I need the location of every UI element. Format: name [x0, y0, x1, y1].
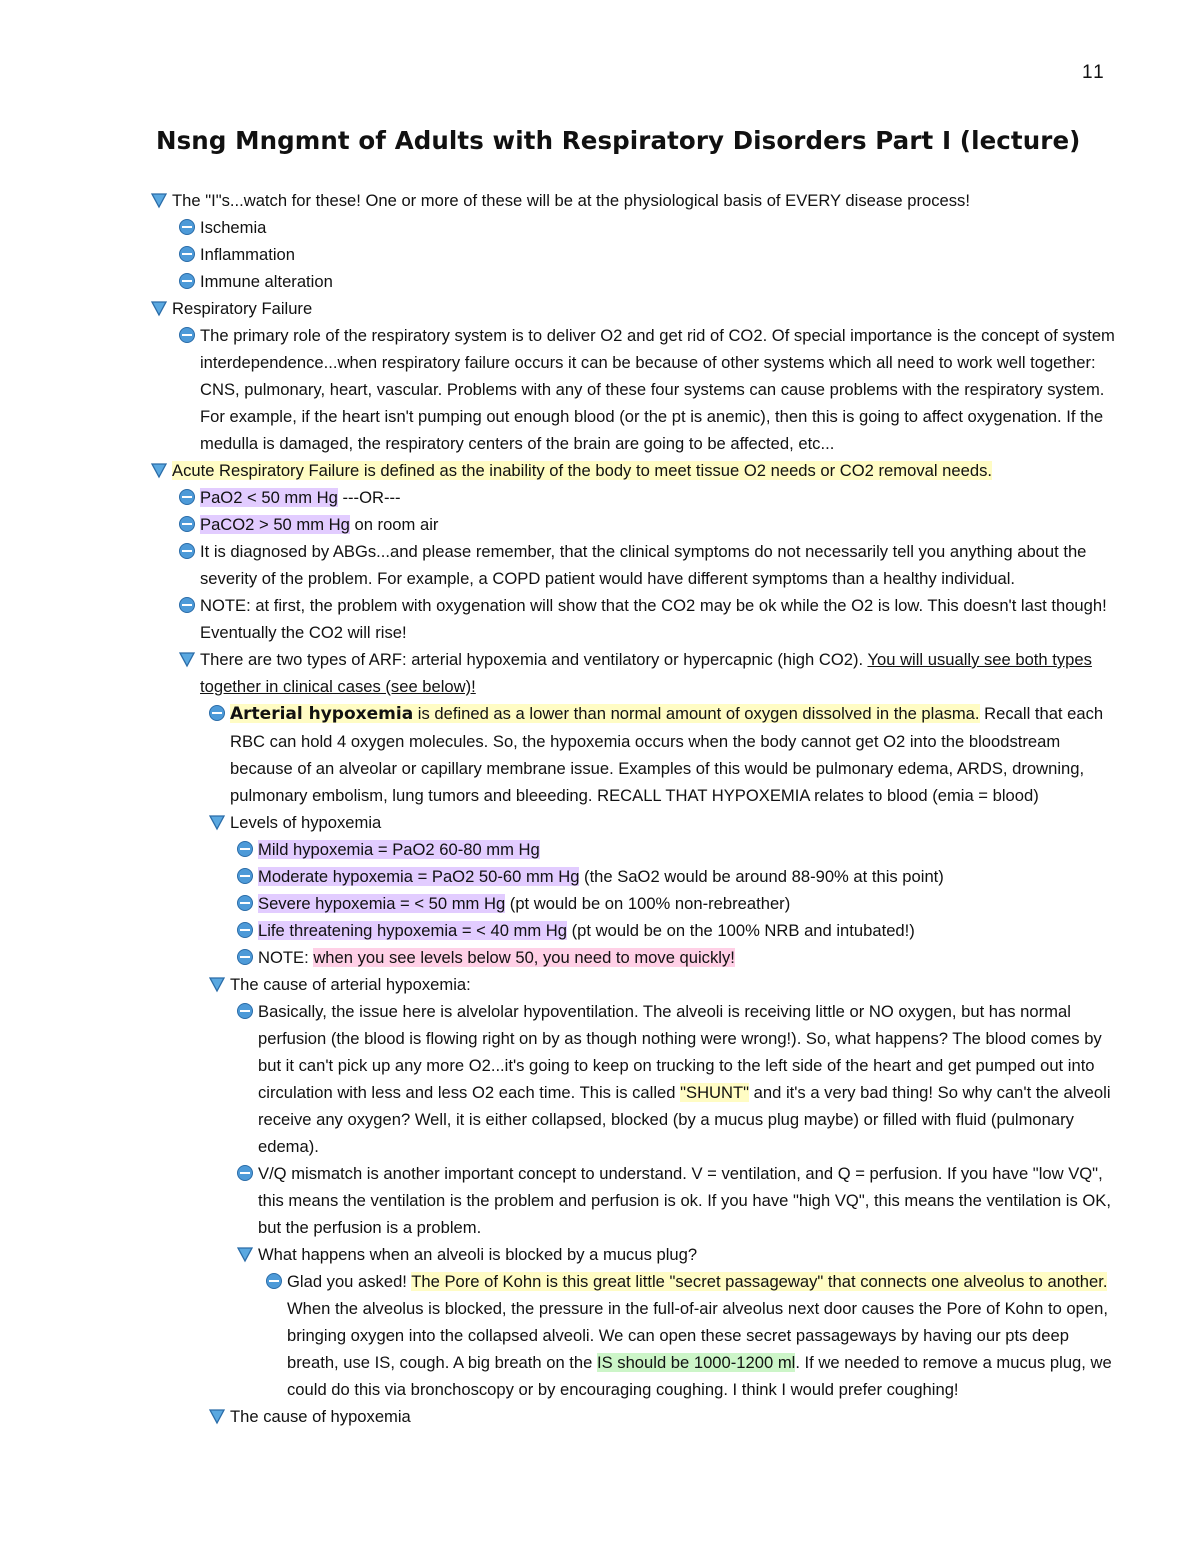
- outline-item-pao2[interactable]: [0, 484, 1200, 511]
- highlight-yellow: Acute Respiratory Failure is defined as the inability of the body to meet tissue O2 needs or CO2 removal needs.: [172, 461, 992, 480]
- circle-minus-icon[interactable]: [178, 596, 196, 614]
- circle-minus-icon[interactable]: [178, 488, 196, 506]
- highlight-purple: Life threatening hypoxemia = < 40 mm Hg: [258, 921, 568, 940]
- outline-item-mucus-plug[interactable]: [0, 1241, 1200, 1268]
- outline-text: Recall that each RBC can hold 4 oxygen molecules. So, the hypoxemia occurs when the body cannot get O2 into the bloodstream because of an alveolar or capillary membrane issue. Examples of this would be pulmonary edema, ARDS, drowning, pulmonary embolism, lung tumors and bleeeding. RECALL THAT HYPOXEMIA relates to blood (emia = blood): [230, 704, 1104, 805]
- outline-text: Levels of hypoxemia: [230, 813, 382, 832]
- circle-minus-icon[interactable]: [178, 245, 196, 263]
- circle-minus-icon[interactable]: [236, 921, 254, 939]
- highlight-purple: Mild hypoxemia = PaO2 60-80 mm Hg: [258, 840, 540, 859]
- outline-item-arf-types[interactable]: [200, 646, 1120, 700]
- circle-minus-icon[interactable]: [178, 218, 196, 236]
- outline-text: . If we needed to remove a mucus plug, we could do this via bronchoscopy or by encouraging coughing. I think I would prefer coughing!: [287, 1353, 1112, 1399]
- underlined-text: You will usually see both types together in clinical cases (see below)!: [200, 650, 1092, 696]
- outline-item-mild[interactable]: [0, 836, 1200, 863]
- highlight-purple: Severe hypoxemia = < 50 mm Hg: [258, 894, 506, 913]
- outline-text: It is diagnosed by ABGs...and please remember, that the clinical symptoms do not necessarily tell you anything about the severity of the problem. For example, a COPD patient would have different symptoms than a healthy individual.: [200, 542, 1087, 588]
- outline-item-diagnosed[interactable]: [200, 538, 1120, 592]
- outline-text: Immune alteration: [200, 272, 333, 291]
- highlight-yellow: The Pore of Kohn is this great little "secret passageway" that connects one alveolus to another.: [411, 1272, 1108, 1291]
- highlight-purple: Moderate hypoxemia = PaO2 50-60 mm Hg: [258, 867, 580, 886]
- outline-item-respiratory-failure[interactable]: [0, 295, 1200, 322]
- outline-item-primary-role[interactable]: [200, 322, 1120, 457]
- circle-minus-icon[interactable]: [178, 272, 196, 290]
- outline-item-arf[interactable]: [0, 457, 1200, 484]
- triangle-down-icon[interactable]: [208, 1407, 226, 1425]
- triangle-down-icon[interactable]: [208, 975, 226, 993]
- outline-item-pore-of-kohn[interactable]: [287, 1268, 1120, 1403]
- circle-minus-icon[interactable]: [265, 1272, 283, 1290]
- outline-text: What happens when an alveoli is blocked by a mucus plug?: [258, 1245, 698, 1264]
- triangle-down-icon[interactable]: [208, 813, 226, 831]
- outline-item-paco2[interactable]: [0, 511, 1200, 538]
- outline-text: (pt would be on 100% non-rebreather): [505, 894, 791, 913]
- outline-item-cause-arterial[interactable]: [0, 971, 1200, 998]
- outline-item-cause-hypoxemia[interactable]: [0, 1403, 1200, 1430]
- outline-item-ischemia[interactable]: [0, 214, 1200, 241]
- circle-minus-icon[interactable]: [236, 894, 254, 912]
- outline-text: Respiratory Failure: [172, 299, 313, 318]
- outline-item-moderate[interactable]: [0, 863, 1200, 890]
- outline-item-levels[interactable]: [0, 809, 1200, 836]
- outline-text: NOTE: at first, the problem with oxygenation will show that the CO2 may be ok while the O2 is low. This doesn't last though! Eventually the CO2 will rise!: [200, 596, 1107, 642]
- outline-item-basically[interactable]: [258, 998, 1120, 1160]
- outline-item-i-s[interactable]: [0, 187, 1200, 214]
- outline-text: Ischemia: [200, 218, 267, 237]
- outline-text: and it's a very bad thing! So why can't the alveoli receive any oxygen? Well, it is either collapsed, blocked (by a mucus plug maybe) or filled with fluid (pulmonary edema).: [258, 1083, 1111, 1156]
- outline-item-arterial-hypoxemia[interactable]: [230, 700, 1120, 809]
- circle-minus-icon[interactable]: [236, 1002, 254, 1020]
- highlight-yellow: "SHUNT": [680, 1083, 750, 1102]
- circle-minus-icon[interactable]: [236, 1164, 254, 1182]
- page-title: Nsng Mngmnt of Adults with Respiratory Disorders Part I (lecture): [156, 126, 1081, 155]
- highlight-yellow: is defined as a lower than normal amount of oxygen dissolved in the plasma.: [413, 704, 980, 723]
- outline-item-vq[interactable]: [258, 1160, 1120, 1241]
- bold-term: Arterial hypoxemia: [230, 704, 414, 724]
- outline-text: There are two types of ARF: arterial hypoxemia and ventilatory or hypercapnic (high CO2).: [200, 650, 868, 669]
- outline: [0, 187, 1200, 1430]
- outline-text: ---OR---: [337, 488, 401, 507]
- outline-text: When the alveolus is blocked, the pressure in the full-of-air alveolus next door causes the Pore of Kohn to open, bringing oxygen into the collapsed alveoli. We can open these secret passageways by having our pts deep breath, use IS, cough. A big breath on the: [287, 1299, 1108, 1372]
- outline-text: V/Q mismatch is another important concept to understand. V = ventilation, and Q = perfusion. If you have "low VQ", this means the ventilation is the problem and perfusion is ok. If you have "high VQ", this means the ventilation is OK, but the perfusion is a problem.: [258, 1164, 1111, 1237]
- highlight-purple: PaO2 < 50 mm Hg: [200, 488, 338, 507]
- outline-text: The "I"s...watch for these! One or more of these will be at the physiological basis of EVERY disease process!: [172, 191, 970, 210]
- circle-minus-icon[interactable]: [236, 948, 254, 966]
- outline-text: Inflammation: [200, 245, 295, 264]
- outline-item-levels-note[interactable]: [0, 944, 1200, 971]
- outline-text: Glad you asked!: [287, 1272, 412, 1291]
- outline-text: The cause of hypoxemia: [230, 1407, 411, 1426]
- triangle-down-icon[interactable]: [178, 650, 196, 668]
- triangle-down-icon[interactable]: [150, 191, 168, 209]
- outline-item-inflammation[interactable]: [0, 241, 1200, 268]
- outline-item-note-oxygenation[interactable]: [200, 592, 1120, 646]
- outline-text: The primary role of the respiratory system is to deliver O2 and get rid of CO2. Of special importance is the concept of system interdependence...when respiratory failure occurs it can be because of other systems which all need to work well together: CNS, pulmonary, heart, vascular. Problems with any of these four systems can cause problems with the respiratory system. For example, if the heart isn't pumping out enough blood (or the pt is anemic), then this is going to affect oxygenation. If the medulla is damaged, the respiratory centers of the brain are going to be affected, etc...: [200, 326, 1115, 453]
- outline-text: NOTE:: [258, 948, 314, 967]
- outline-text: The cause of arterial hypoxemia:: [230, 975, 471, 994]
- circle-minus-icon[interactable]: [208, 704, 226, 722]
- circle-minus-icon[interactable]: [236, 840, 254, 858]
- highlight-pink: when you see levels below 50, you need to move quickly!: [313, 948, 735, 967]
- outline-text: Basically, the issue here is alvelolar hypoventilation. The alveoli is receiving little or NO oxygen, but has normal perfusion (the blood is flowing right on by as though nothing were wrong!). So, what happens? The blood comes by but it can't pick up any more O2...it's going to keep on trucking to the left side of the heart and get pumped out into circulation with less and less O2 each time. This is called: [258, 1002, 1102, 1102]
- circle-minus-icon[interactable]: [178, 515, 196, 533]
- outline-text: on room air: [349, 515, 439, 534]
- outline-text: (pt would be on the 100% NRB and intubated!): [567, 921, 915, 940]
- circle-minus-icon[interactable]: [178, 542, 196, 560]
- highlight-green: IS should be 1000-1200 ml: [596, 1353, 796, 1372]
- outline-item-life-threatening[interactable]: [0, 917, 1200, 944]
- circle-minus-icon[interactable]: [178, 326, 196, 344]
- circle-minus-icon[interactable]: [236, 867, 254, 885]
- triangle-down-icon[interactable]: [236, 1245, 254, 1263]
- highlight-purple: PaCO2 > 50 mm Hg: [200, 515, 350, 534]
- outline-item-severe[interactable]: [0, 890, 1200, 917]
- triangle-down-icon[interactable]: [150, 461, 168, 479]
- page-number: 11: [1082, 62, 1106, 83]
- outline-text: (the SaO2 would be around 88-90% at this point): [579, 867, 944, 886]
- outline-item-immune-alteration[interactable]: [0, 268, 1200, 295]
- triangle-down-icon[interactable]: [150, 299, 168, 317]
